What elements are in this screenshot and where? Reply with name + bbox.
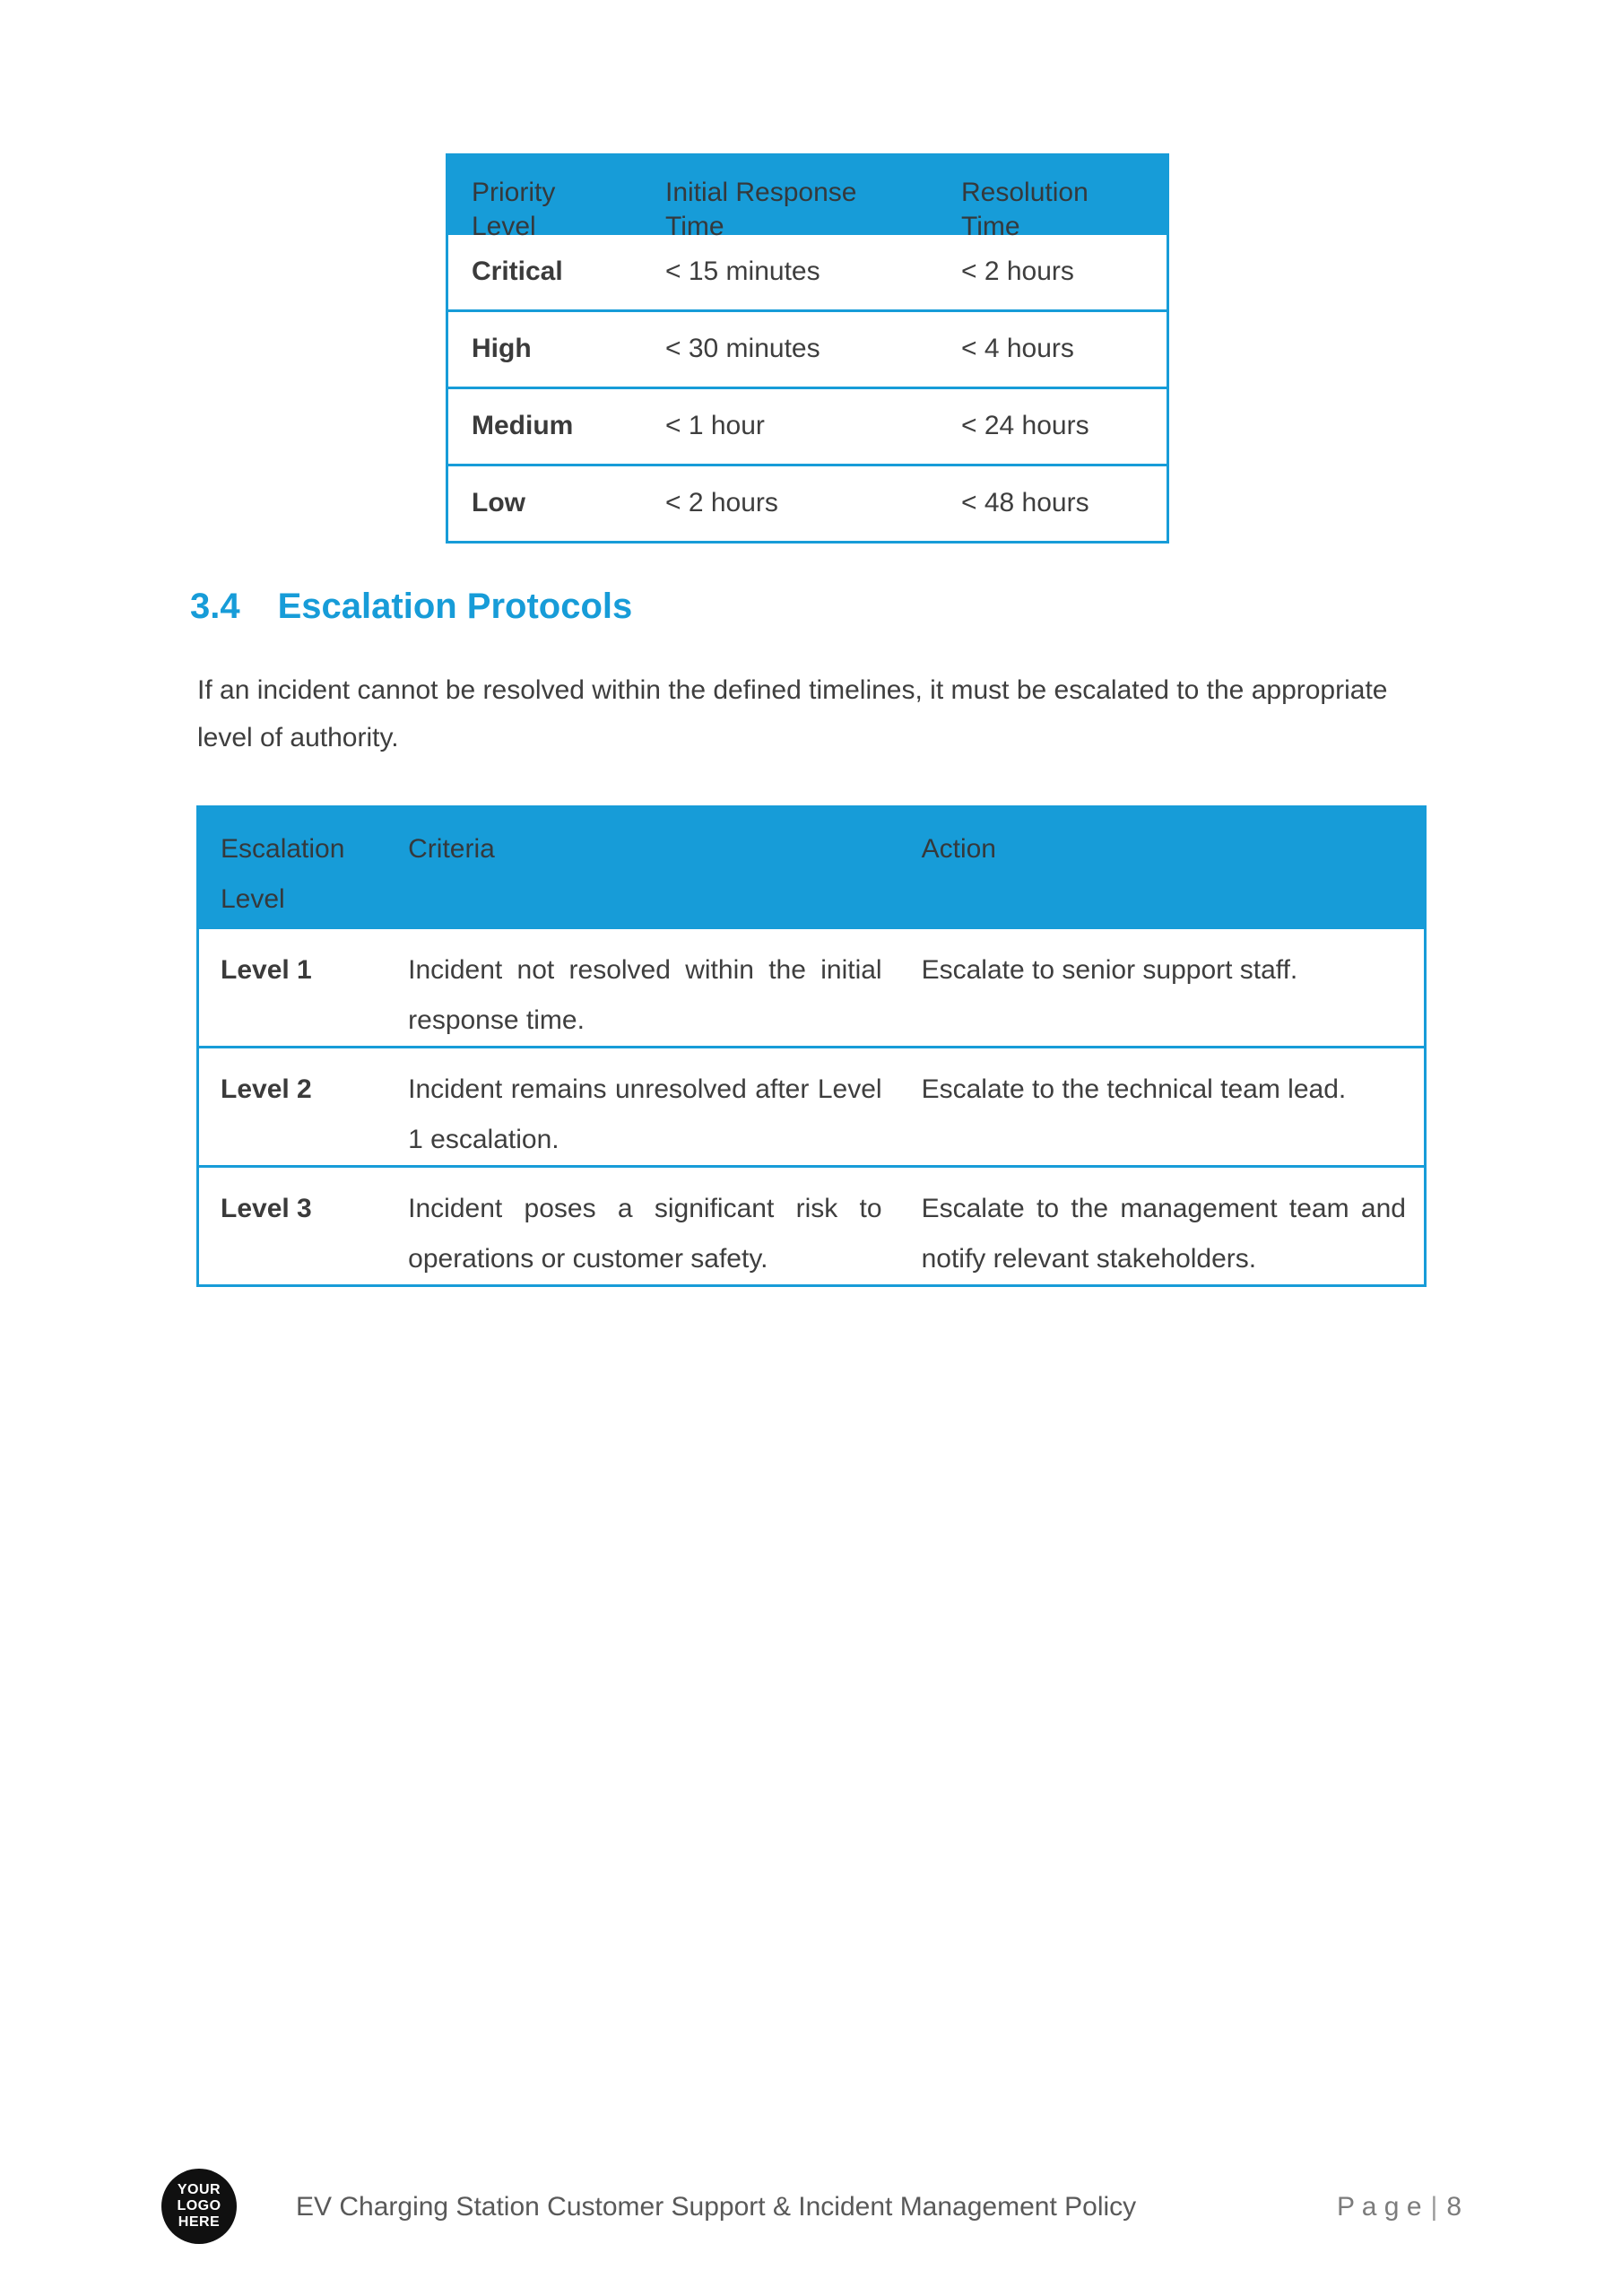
section-heading xyxy=(190,585,632,628)
logo-line: YOUR xyxy=(177,2182,221,2197)
escalation-cell-action: Escalate to the technical team lead. xyxy=(921,1074,1347,1104)
logo-line: LOGO xyxy=(177,2198,221,2213)
escalation-cell-action: Escalate to senior support staff. xyxy=(921,955,1298,985)
priority-cell-resolution: < 2 hours xyxy=(961,257,1074,286)
priority-cell-level: Low xyxy=(472,488,525,517)
page-separator: | xyxy=(1430,2192,1438,2222)
escalation-row-level-3 xyxy=(199,1165,1424,1284)
priority-header-level: Priority Level xyxy=(472,178,556,241)
section-paragraph: If an incident cannot be resolved within the defined timelines, it must be escalated to the appropriate level of authority. xyxy=(197,675,1388,752)
priority-table xyxy=(446,153,1169,544)
escalation-cell-criteria: Incident poses a significant risk to operations or customer safety. xyxy=(408,1194,882,1274)
page-indicator xyxy=(1337,2192,1462,2222)
priority-table-header-row xyxy=(448,156,1167,241)
footer-document-title: EV Charging Station Customer Support & Incident Management Policy xyxy=(296,2192,1137,2222)
logo-placeholder xyxy=(161,2169,237,2244)
section-title: Escalation Protocols xyxy=(277,587,633,626)
escalation-header-level: Escalation Level xyxy=(221,834,345,914)
escalation-header-action: Action xyxy=(921,834,996,864)
priority-header-response: Initial Response Time xyxy=(665,178,857,241)
priority-cell-level: Critical xyxy=(472,257,563,286)
escalation-table xyxy=(196,805,1427,1287)
priority-cell-response: < 2 hours xyxy=(665,488,778,517)
priority-cell-resolution: < 24 hours xyxy=(961,411,1089,440)
section-number: 3.4 xyxy=(190,587,240,626)
priority-cell-resolution: < 48 hours xyxy=(961,488,1089,517)
escalation-header-criteria: Criteria xyxy=(408,834,495,864)
escalation-cell-criteria: Incident remains unresolved after Level 1 escalation. xyxy=(408,1074,882,1154)
priority-row-high xyxy=(448,309,1167,387)
escalation-table-header-row xyxy=(199,808,1424,926)
escalation-cell-criteria: Incident not resolved within the initial response time. xyxy=(408,955,882,1035)
priority-cell-resolution: < 4 hours xyxy=(961,334,1074,363)
escalation-cell-action: Escalate to the management team and notify relevant stakeholders. xyxy=(921,1194,1406,1274)
escalation-row-level-1 xyxy=(199,926,1424,1046)
escalation-cell-level: Level 2 xyxy=(221,1074,312,1104)
priority-cell-level: High xyxy=(472,334,532,363)
logo-line: HERE xyxy=(178,2214,221,2230)
priority-row-low xyxy=(448,464,1167,541)
page-label: P a g e xyxy=(1336,2192,1422,2222)
escalation-cell-level: Level 1 xyxy=(221,955,312,985)
priority-row-medium xyxy=(448,387,1167,464)
priority-cell-response: < 15 minutes xyxy=(665,257,820,286)
priority-cell-level: Medium xyxy=(472,411,574,440)
priority-cell-response: < 1 hour xyxy=(665,411,765,440)
priority-row-critical xyxy=(448,232,1167,309)
escalation-row-level-2 xyxy=(199,1046,1424,1165)
page-number: 8 xyxy=(1446,2192,1462,2222)
priority-header-resolution: Resolution Time xyxy=(961,178,1089,241)
escalation-cell-level: Level 3 xyxy=(221,1194,312,1223)
priority-cell-response: < 30 minutes xyxy=(665,334,820,363)
